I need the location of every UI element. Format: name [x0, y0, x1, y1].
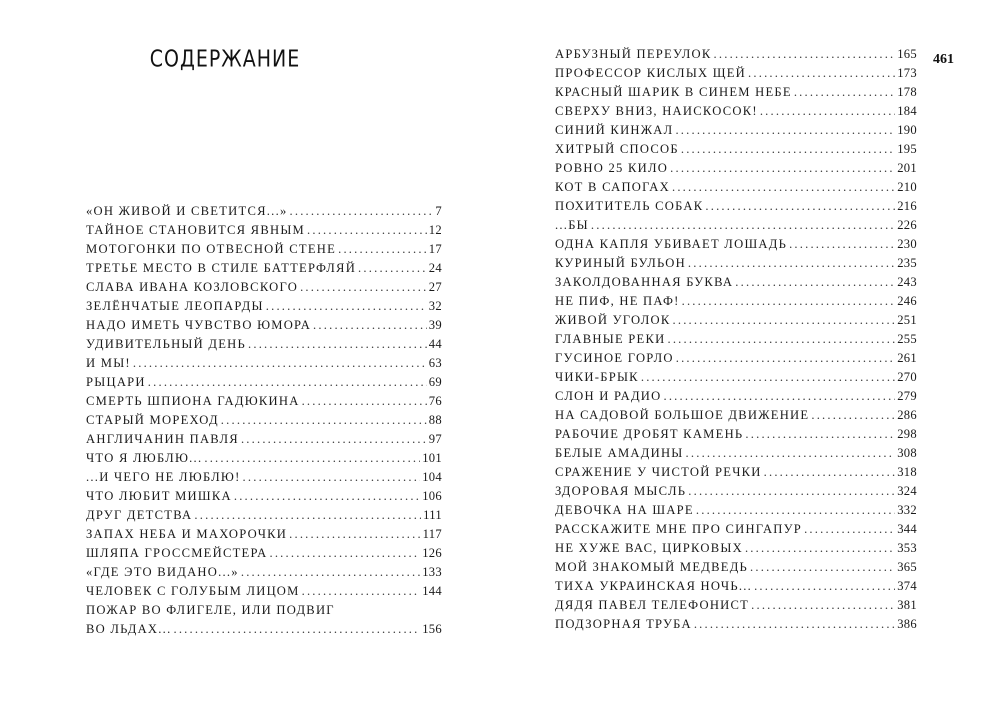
dot-leader: [243, 468, 421, 487]
entry-title: СЛОН И РАДИО: [555, 389, 662, 403]
dot-leader: [764, 463, 896, 482]
toc-entry: [555, 463, 917, 482]
entry-title: И МЫ!: [86, 356, 131, 370]
toc-entry: [555, 539, 917, 558]
entry-page-number: 156: [422, 622, 442, 636]
dot-leader: [804, 520, 895, 539]
toc-entry: [555, 197, 917, 216]
entry-title: МОТОГОНКИ ПО ОТВЕСНОЙ СТЕНЕ: [86, 242, 337, 256]
dot-leader: [133, 354, 427, 373]
entry-page-number: 106: [422, 489, 442, 503]
left-page: [0, 0, 500, 713]
toc-entry: [555, 615, 917, 634]
toc-entry: [555, 406, 917, 425]
toc-entry: [555, 330, 917, 349]
entry-title: НА САДОВОЙ БОЛЬШОЕ ДВИЖЕНИЕ: [555, 408, 810, 422]
entry-page-number: 308: [897, 446, 917, 460]
entry-page-number: 261: [897, 351, 917, 365]
entry-page-number: 126: [422, 546, 442, 560]
toc-entry: [555, 45, 917, 64]
toc-entry: [555, 140, 917, 159]
entry-title: КРАСНЫЙ ШАРИК В СИНЕМ НЕБЕ: [555, 85, 792, 99]
toc-entry: [555, 235, 917, 254]
dot-leader: [663, 387, 895, 406]
entry-page-number: 298: [897, 427, 917, 441]
dot-leader: [234, 487, 420, 506]
dot-leader: [289, 525, 421, 544]
entry-page-number: 39: [428, 318, 442, 332]
entry-page-number: 216: [897, 199, 917, 213]
dot-leader: [194, 506, 421, 525]
entry-title: ЧЕЛОВЕК С ГОЛУБЫМ ЛИЦОМ: [86, 584, 300, 598]
toc-entry: [86, 506, 442, 525]
entry-page-number: 88: [428, 413, 442, 427]
toc-entry: [555, 425, 917, 444]
entry-title: ХИТРЫЙ СПОСОБ: [555, 142, 679, 156]
dot-leader: [745, 539, 895, 558]
toc-entry: [555, 292, 917, 311]
entry-title: ЗДОРОВАЯ МЫСЛЬ: [555, 484, 687, 498]
entry-page-number: 101: [422, 451, 442, 465]
toc-entry: [555, 558, 917, 577]
dot-leader: [811, 406, 895, 425]
entry-page-number: 190: [897, 123, 917, 137]
dot-leader: [302, 392, 427, 411]
entry-page-number: 76: [428, 394, 442, 408]
entry-title: КУРИНЫЙ БУЛЬОН: [555, 256, 686, 270]
entry-page-number: 184: [897, 104, 917, 118]
entry-title: СТАРЫЙ МОРЕХОД: [86, 413, 219, 427]
toc-entry: [86, 449, 442, 468]
toc-entry: [86, 259, 442, 278]
dot-leader: [754, 577, 895, 596]
dot-leader: [221, 411, 427, 430]
toc-entry: [555, 520, 917, 539]
entry-title: ДЯДЯ ПАВЕЛ ТЕЛЕФОНИСТ: [555, 598, 750, 612]
toc-entry: [555, 596, 917, 615]
entry-page-number: 117: [422, 527, 442, 541]
entry-page-number: 279: [897, 389, 917, 403]
entry-page-number: 210: [897, 180, 917, 194]
toc-entry: [86, 202, 442, 221]
page-number: 461: [933, 52, 954, 67]
toc-entry: [86, 297, 442, 316]
dot-leader: [269, 544, 420, 563]
entry-page-number: 69: [428, 375, 442, 389]
toc-entry: [86, 544, 442, 563]
toc-entry: [86, 240, 442, 259]
entry-page-number: 7: [435, 204, 442, 218]
dot-leader: [290, 202, 434, 221]
entry-page-number: 286: [897, 408, 917, 422]
entry-page-number: 97: [428, 432, 442, 446]
toc-entry: [86, 582, 442, 601]
entry-title: НАДО ИМЕТЬ ЧУВСТВО ЮМОРА: [86, 318, 312, 332]
entry-title: ПОХИТИТЕЛЬ СОБАК: [555, 199, 704, 213]
toc-entry: [555, 482, 917, 501]
entry-title: ГЛАВНЫЕ РЕКИ: [555, 332, 666, 346]
toc-entry: [555, 83, 917, 102]
dot-leader: [675, 121, 895, 140]
dot-leader: [682, 292, 896, 311]
toc-entry: [86, 373, 442, 392]
dot-leader: [673, 311, 896, 330]
toc-entry: [555, 444, 917, 463]
entry-title: ТИХА УКРАИНСКАЯ НОЧЬ...: [555, 579, 753, 593]
entry-title: ДЕВОЧКА НА ШАРЕ: [555, 503, 694, 517]
entry-title: СРАЖЕНИЕ У ЧИСТОЙ РЕЧКИ: [555, 465, 762, 479]
entry-page-number: 27: [428, 280, 442, 294]
dot-leader: [750, 558, 895, 577]
entry-page-number: 246: [897, 294, 917, 308]
entry-title: СЛАВА ИВАНА КОЗЛОВСКОГО: [86, 280, 299, 294]
toc-entry: [555, 64, 917, 83]
entry-title: РАБОЧИЕ ДРОБЯТ КАМЕНЬ: [555, 427, 744, 441]
toc-entry: [86, 335, 442, 354]
toc-entry: [86, 563, 442, 582]
entry-title: ШЛЯПА ГРОССМЕЙСТЕРА: [86, 546, 268, 560]
entry-title: РЫЦАРИ: [86, 375, 146, 389]
entry-title: ЖИВОЙ УГОЛОК: [555, 313, 671, 327]
toc-list-right: [555, 45, 917, 634]
dot-leader: [591, 216, 895, 235]
toc-entry: [86, 411, 442, 430]
dot-leader: [705, 197, 895, 216]
entry-page-number: 230: [897, 237, 917, 251]
entry-page-number: 144: [422, 584, 442, 598]
entry-title: ПОДЗОРНАЯ ТРУБА: [555, 617, 692, 631]
dot-leader: [266, 297, 427, 316]
entry-page-number: 133: [422, 565, 442, 579]
toc-entry: [555, 311, 917, 330]
dot-leader: [688, 254, 895, 273]
dot-leader: [241, 430, 427, 449]
dot-leader: [241, 563, 420, 582]
entry-title: ЧТО Я ЛЮБЛЮ...: [86, 451, 203, 465]
entry-page-number: 381: [897, 598, 917, 612]
toc-entry: [555, 254, 917, 273]
entry-title-line-2: ВО ЛЬДАХ...: [86, 622, 172, 636]
entry-title: ОДНА КАПЛЯ УБИВАЕТ ЛОШАДЬ: [555, 237, 788, 251]
entry-page-number: 365: [897, 560, 917, 574]
toc-entry: [86, 221, 442, 240]
entry-page-number: 226: [897, 218, 917, 232]
dot-leader: [338, 240, 427, 259]
dot-leader: [681, 140, 895, 159]
dot-leader: [248, 335, 427, 354]
entry-page-number: 111: [423, 508, 442, 522]
toc-entry: [555, 368, 917, 387]
entry-page-number: 178: [897, 85, 917, 99]
toc-entry: [86, 316, 442, 335]
toc-entry: [555, 387, 917, 406]
entry-page-number: 374: [897, 579, 917, 593]
dot-leader: [667, 330, 895, 349]
dot-leader: [696, 501, 895, 520]
dot-leader: [307, 221, 427, 240]
toc-entry: [555, 159, 917, 178]
toc-entry: [555, 121, 917, 140]
toc-entry: [555, 273, 917, 292]
dot-leader: [204, 449, 420, 468]
entry-page-number: 201: [897, 161, 917, 175]
entry-title: ЗЕЛЁНЧАТЫЕ ЛЕОПАРДЫ: [86, 299, 264, 313]
entry-title: УДИВИТЕЛЬНЫЙ ДЕНЬ: [86, 337, 246, 351]
entry-title: КОТ В САПОГАХ: [555, 180, 670, 194]
dot-leader: [676, 349, 895, 368]
toc-entry: [86, 278, 442, 297]
dot-leader: [358, 259, 427, 278]
toc-entry: [86, 487, 442, 506]
entry-title: ЗАКОЛДОВАННАЯ БУКВА: [555, 275, 734, 289]
toc-entry: [555, 178, 917, 197]
dot-leader: [686, 444, 896, 463]
toc-entry: [555, 349, 917, 368]
toc-entry: [555, 216, 917, 235]
entry-page-number: 324: [897, 484, 917, 498]
entry-title: «ОН ЖИВОЙ И СВЕТИТСЯ...»: [86, 204, 288, 218]
dot-leader: [748, 64, 895, 83]
entry-page-number: 24: [428, 261, 442, 275]
entry-title: СМЕРТЬ ШПИОНА ГАДЮКИНА: [86, 394, 300, 408]
entry-title: ЧИКИ-БРЫК: [555, 370, 639, 384]
dot-leader: [751, 596, 895, 615]
entry-title: АНГЛИЧАНИН ПАВЛЯ: [86, 432, 239, 446]
entry-page-number: 318: [897, 465, 917, 479]
entry-page-number: 195: [897, 142, 917, 156]
dot-leader: [745, 425, 895, 444]
entry-title: ГУСИНОЕ ГОРЛО: [555, 351, 674, 365]
toc-entry: [86, 525, 442, 544]
entry-title: ЧТО ЛЮБИТ МИШКА: [86, 489, 232, 503]
toc-entry: [86, 392, 442, 411]
dot-leader: [173, 620, 420, 639]
entry-title: МОЙ ЗНАКОМЫЙ МЕДВЕДЬ: [555, 560, 749, 574]
entry-title: НЕ ХУЖЕ ВАС, ЦИРКОВЫХ: [555, 541, 743, 555]
entry-page-number: 344: [897, 522, 917, 536]
entry-title: ...БЫ: [555, 218, 589, 232]
entry-title: СВЕРХУ ВНИЗ, НАИСКОСОК!: [555, 104, 758, 118]
dot-leader: [302, 582, 421, 601]
toc-title: СОДЕРЖАНИЕ: [149, 46, 301, 73]
dot-leader: [688, 482, 895, 501]
right-page: [500, 0, 1001, 713]
entry-title: АРБУЗНЫЙ ПЕРЕУЛОК: [555, 47, 712, 61]
entry-title-line-1: ПОЖАР ВО ФЛИГЕЛЕ, ИЛИ ПОДВИГ: [86, 603, 335, 617]
dot-leader: [694, 615, 895, 634]
entry-page-number: 386: [897, 617, 917, 631]
entry-title: СИНИЙ КИНЖАЛ: [555, 123, 674, 137]
entry-page-number: 255: [897, 332, 917, 346]
toc-entry: [555, 501, 917, 520]
entry-page-number: 165: [897, 47, 917, 61]
dot-leader: [760, 102, 895, 121]
entry-title: БЕЛЫЕ АМАДИНЫ: [555, 446, 684, 460]
dot-leader: [641, 368, 895, 387]
dot-leader: [714, 45, 896, 64]
entry-page-number: 17: [428, 242, 442, 256]
toc-list-left: [86, 202, 442, 639]
toc-entry: [86, 430, 442, 449]
entry-page-number: 32: [428, 299, 442, 313]
toc-entry: [86, 468, 442, 487]
entry-title: ...И ЧЕГО НЕ ЛЮБЛЮ!: [86, 470, 241, 484]
entry-title: ДРУГ ДЕТСТВА: [86, 508, 193, 522]
entry-page-number: 332: [897, 503, 917, 517]
entry-title: «ГДЕ ЭТО ВИДАНО...»: [86, 565, 239, 579]
entry-page-number: 235: [897, 256, 917, 270]
toc-entry: [555, 102, 917, 121]
dot-leader: [789, 235, 895, 254]
entry-title: ПРОФЕССОР КИСЛЫХ ЩЕЙ: [555, 66, 747, 80]
dot-leader: [148, 373, 427, 392]
entry-title: ТРЕТЬЕ МЕСТО В СТИЛЕ БАТТЕРФЛЯЙ: [86, 261, 357, 275]
dot-leader: [735, 273, 895, 292]
dot-leader: [670, 159, 895, 178]
entry-title: ТАЙНОЕ СТАНОВИТСЯ ЯВНЫМ: [86, 223, 305, 237]
entry-title: ЗАПАХ НЕБА И МАХОРОЧКИ: [86, 527, 288, 541]
entry-page-number: 104: [422, 470, 442, 484]
entry-page-number: 173: [897, 66, 917, 80]
entry-page-number: 12: [428, 223, 442, 237]
entry-title: НЕ ПИФ, НЕ ПАФ!: [555, 294, 680, 308]
dot-leader: [313, 316, 427, 335]
entry-title-line-2-row: [86, 620, 442, 639]
entry-page-number: 270: [897, 370, 917, 384]
toc-entry: [86, 601, 442, 639]
entry-page-number: 44: [428, 337, 442, 351]
entry-page-number: 251: [897, 313, 917, 327]
entry-title: РАССКАЖИТЕ МНЕ ПРО СИНГАПУР: [555, 522, 803, 536]
dot-leader: [672, 178, 895, 197]
entry-page-number: 243: [897, 275, 917, 289]
dot-leader: [300, 278, 427, 297]
entry-page-number: 63: [428, 356, 442, 370]
toc-entry: [555, 577, 917, 596]
dot-leader: [794, 83, 895, 102]
toc-entry: [86, 354, 442, 373]
entry-page-number: 353: [897, 541, 917, 555]
entry-title: РОВНО 25 КИЛО: [555, 161, 669, 175]
